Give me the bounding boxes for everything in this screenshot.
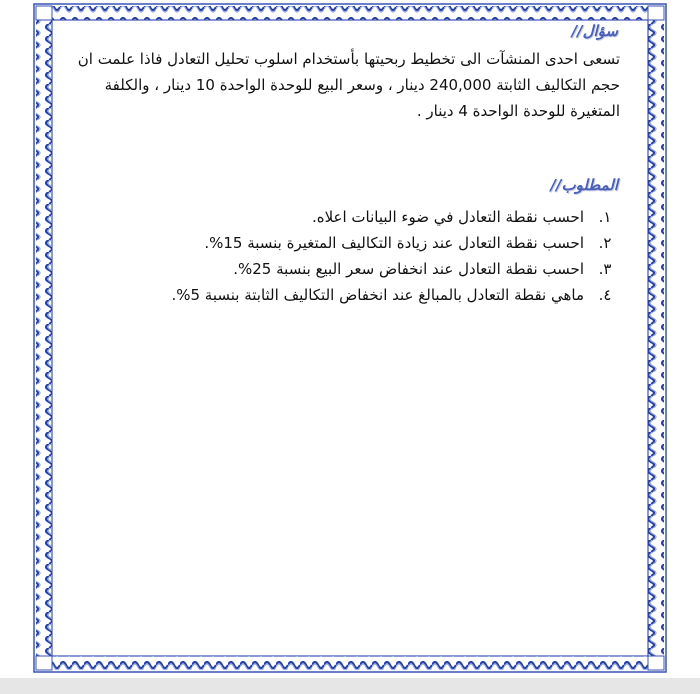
required-list — [60, 204, 620, 308]
required-item-number: ١. — [598, 208, 612, 226]
question-text: تسعى احدى المنشآت الى تخطيط ربحيتها بأستخدام اسلوب تحليل التعادل فاذا علمت ان حجم التكاليف الثابتة 240,000 دينار ، وسعر البيع للوحدة الواحدة 10 دينار ، والكلفة المتغيرة للوحدة الواحدة 4 دينار . — [77, 50, 620, 120]
required-item-number: ٤. — [598, 286, 612, 304]
required-item — [60, 282, 620, 308]
question-heading: سؤال// — [571, 22, 618, 40]
required-item-text: احسب نقطة التعادل عند انخفاض سعر البيع بنسبة 25%. — [233, 260, 584, 278]
required-item-number: ٢. — [598, 234, 612, 252]
required-item-text: ماهي نقطة التعادل بالمبالغ عند انخفاض التكاليف الثابتة بنسبة 5%. — [171, 286, 584, 304]
required-item-text: احسب نقطة التعادل عند زيادة التكاليف المتغيرة بنسبة 15%. — [204, 234, 584, 252]
required-item — [60, 256, 620, 282]
required-item-number: ٣. — [598, 260, 612, 278]
required-heading: المطلوب// — [550, 176, 618, 194]
required-item-text: احسب نقطة التعادل في ضوء البيانات اعلاه. — [311, 208, 584, 226]
required-item — [60, 230, 620, 256]
document-content — [60, 18, 620, 308]
required-item — [60, 204, 620, 230]
